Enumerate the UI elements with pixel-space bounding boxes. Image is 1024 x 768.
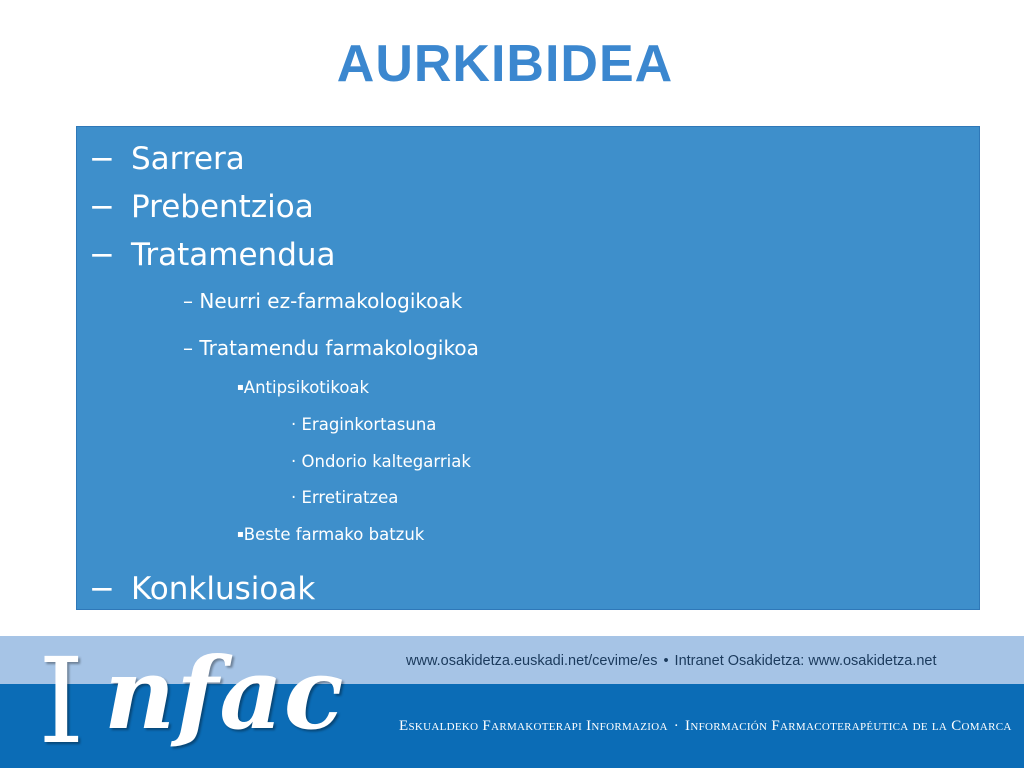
toc-subitem-antipsikotikoak	[237, 378, 369, 397]
tagline-separator: ·	[673, 718, 680, 734]
dash-bullet: −	[89, 571, 115, 607]
dot-bullet: ·	[291, 415, 297, 434]
toc-item-label: Konklusioak	[131, 571, 316, 607]
footer-separator: •	[663, 653, 669, 669]
dash-bullet: −	[89, 237, 115, 273]
toc-item-tratamendua	[89, 237, 336, 273]
toc-item-label: Tratamendua	[131, 237, 336, 273]
toc-item-konklusioak	[89, 571, 315, 607]
logo-initial: I	[38, 632, 85, 768]
toc-subitem-beste-farmako	[237, 525, 424, 544]
toc-item-label: Erretiratzea	[301, 488, 399, 507]
cevime-link[interactable]: www.osakidetza.euskadi.net/cevime/es	[406, 653, 658, 669]
intranet-link[interactable]: Intranet Osakidetza: www.osakidetza.net	[674, 653, 937, 669]
dash-bullet: −	[89, 141, 115, 177]
table-of-contents	[76, 126, 980, 610]
toc-item-label: Tratamendu farmakologikoa	[199, 336, 479, 360]
toc-subitem-ondorio-kaltegarriak	[291, 452, 471, 471]
dash-bullet: −	[89, 189, 115, 225]
infac-logo	[38, 632, 345, 768]
toc-item-label: Ondorio kaltegarriak	[301, 452, 471, 471]
toc-subitem-eraginkortasuna	[291, 415, 436, 434]
dash-bullet: –	[183, 336, 193, 360]
tagline-spanish: Información Farmacoterapéutica de la Comarca	[685, 718, 1012, 734]
footer-links	[406, 653, 937, 669]
dot-bullet: ·	[291, 452, 297, 471]
footer-tagline	[399, 718, 1012, 735]
toc-item-label: Eraginkortasuna	[301, 415, 437, 434]
square-bullet: ▪	[237, 382, 244, 393]
toc-subitem-erretiratzea	[291, 488, 398, 507]
toc-item-sarrera	[89, 141, 245, 177]
toc-subitem-tratamendu-farmakologikoa	[183, 336, 479, 360]
toc-item-label: Prebentzioa	[131, 189, 314, 225]
toc-item-label: Beste farmako batzuk	[243, 525, 425, 544]
slide-title: AURKIBIDEA	[336, 35, 674, 93]
tagline-basque: Eskualdeko Farmakoterapi Informazioa	[399, 718, 668, 734]
logo-text: nfac	[104, 637, 345, 752]
toc-item-label: Neurri ez-farmakologikoak	[199, 289, 463, 313]
toc-item-label: Sarrera	[131, 141, 245, 177]
dot-bullet: ·	[291, 488, 297, 507]
toc-item-prebentzioa	[89, 189, 314, 225]
dash-bullet: –	[183, 289, 193, 313]
square-bullet: ▪	[237, 529, 244, 540]
toc-item-label: Antipsikotikoak	[243, 378, 370, 397]
toc-subitem-neurri	[183, 289, 462, 313]
